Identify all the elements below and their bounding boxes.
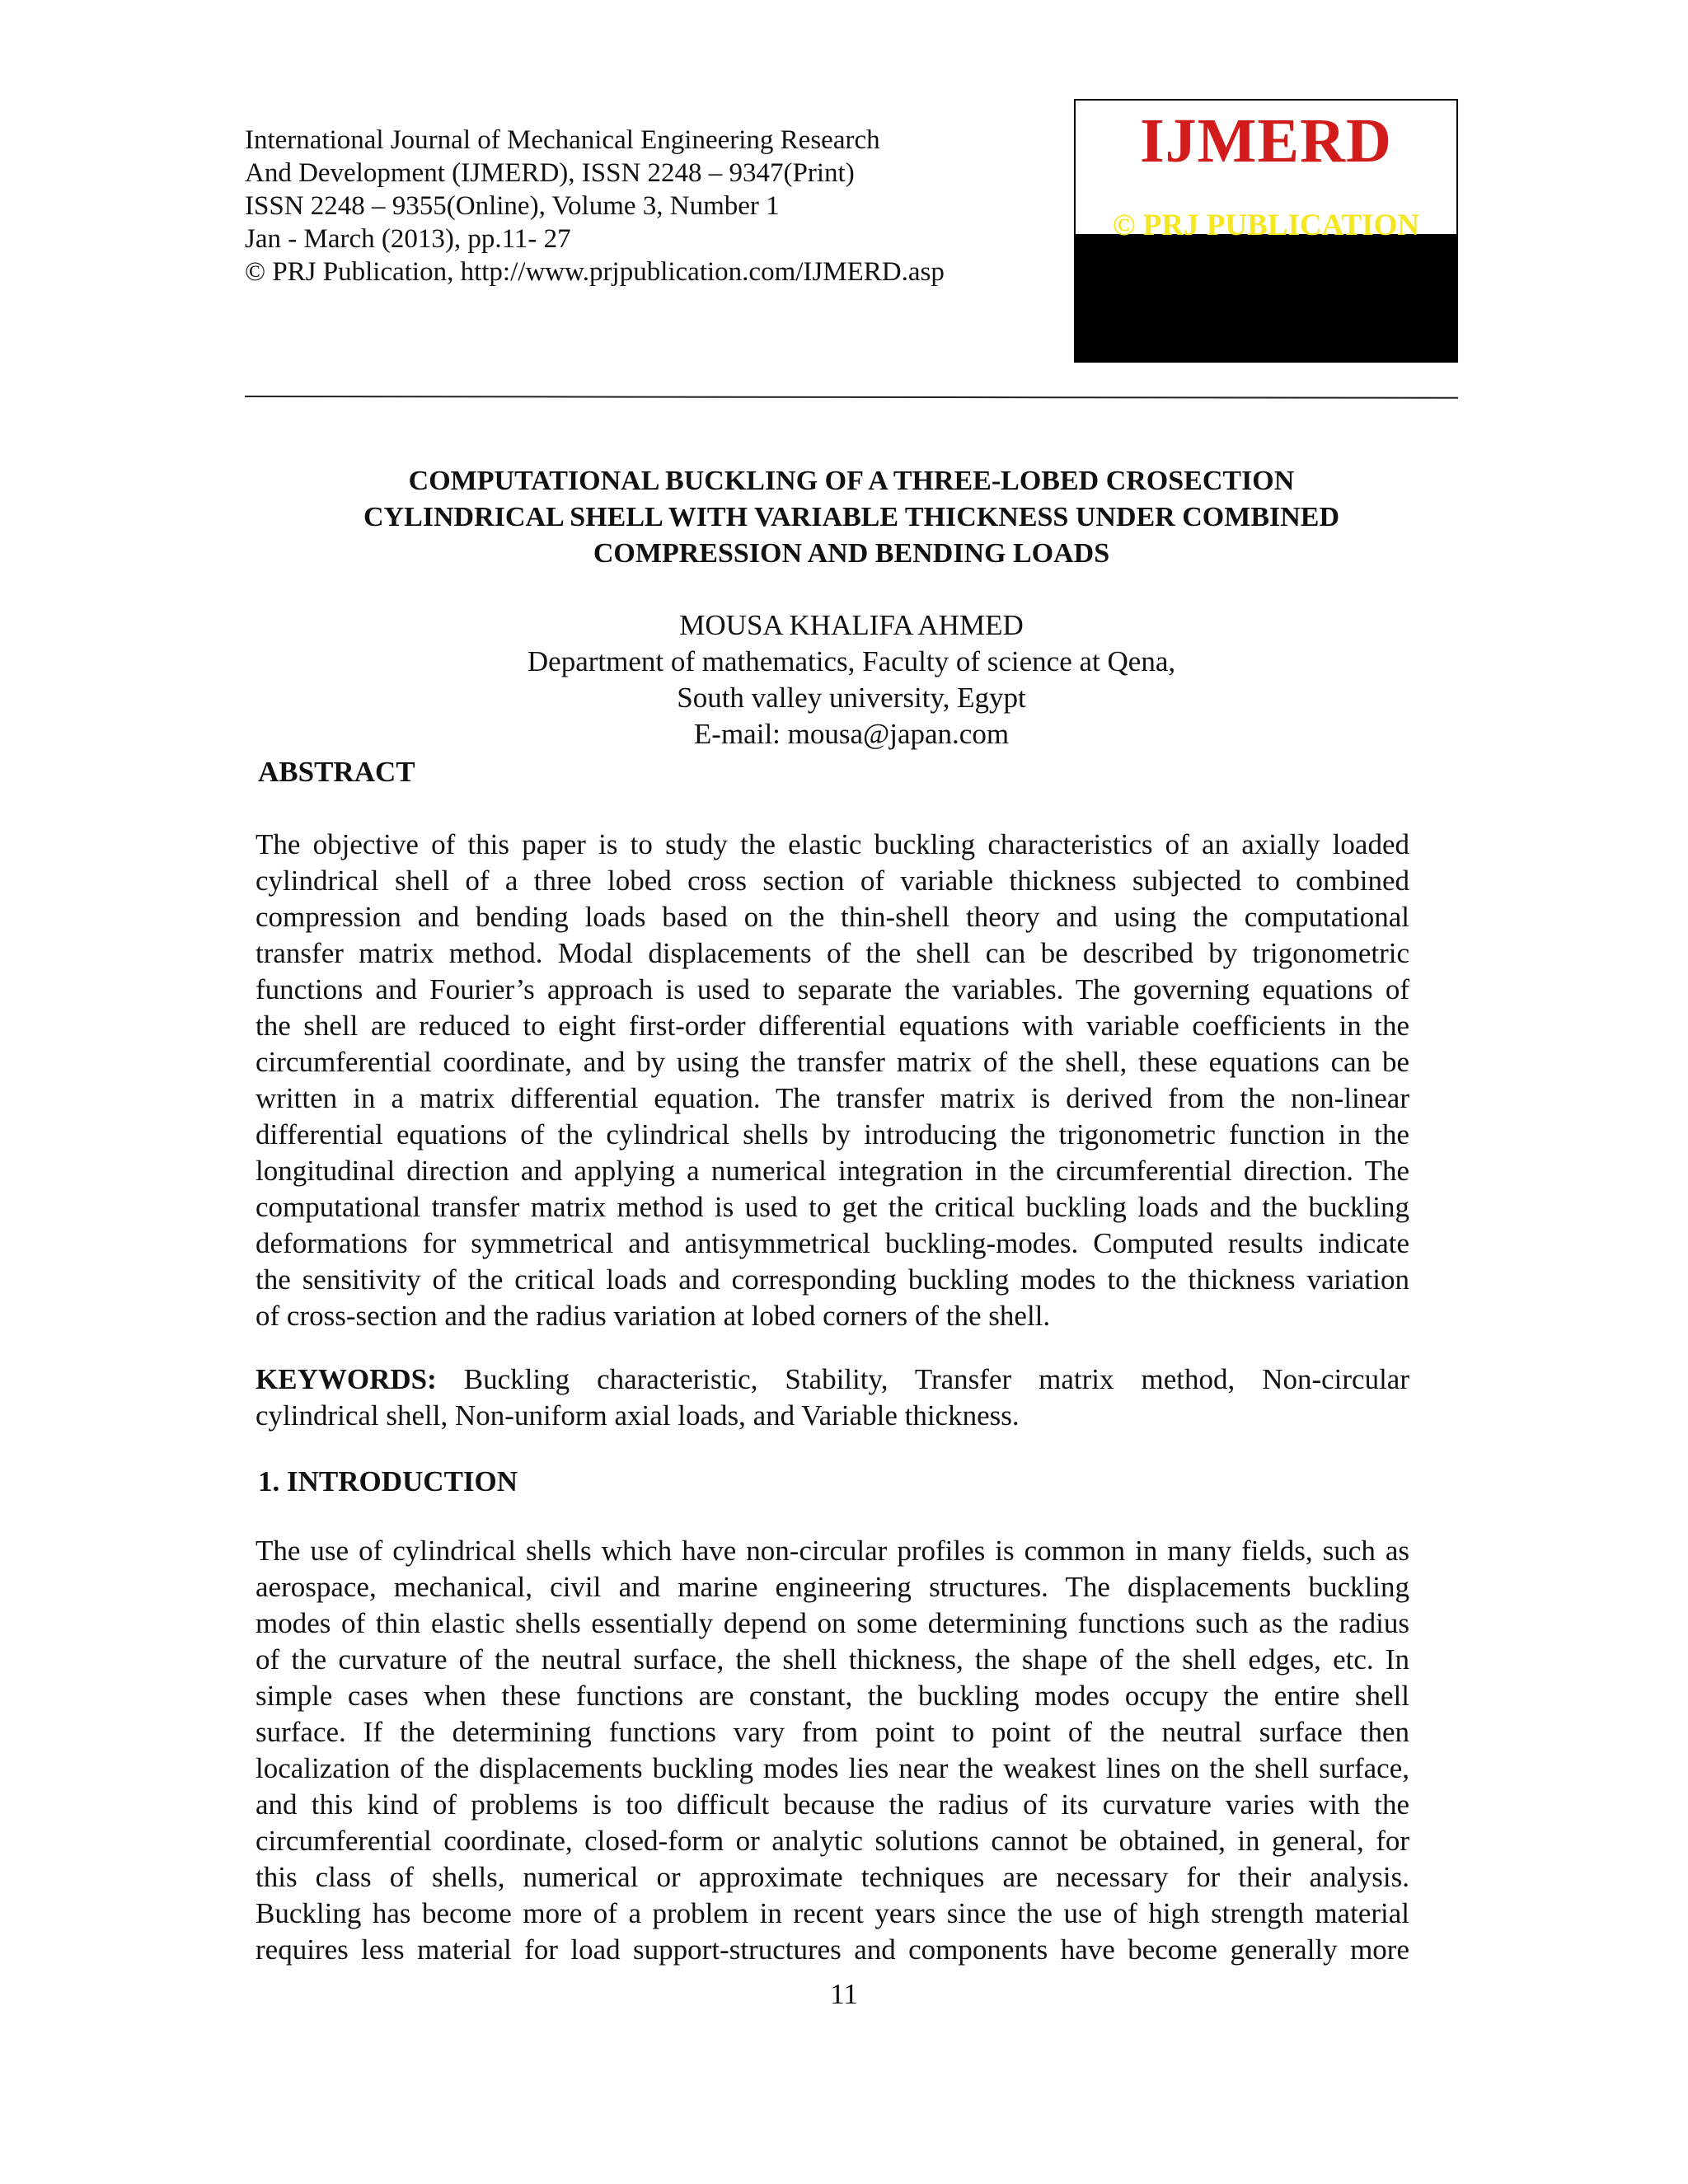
abstract-body [256, 827, 1409, 1334]
journal-info [245, 124, 1069, 288]
abstract-line: circumferential coordinate, and by using the transfer matrix of the shell, these equations can be [256, 1046, 1409, 1078]
abstract-line: the sensitivity of the critical loads and corresponding buckling modes to the thickness variation [256, 1263, 1409, 1296]
abstract-line: the shell are reduced to eight first-order differential equations with variable coefficients in the [256, 1010, 1409, 1042]
abstract-line: differential equations of the cylindrical shells by introducing the trigonometric function in the [256, 1118, 1409, 1151]
keywords-line [256, 1361, 1409, 1398]
keywords-line: cylindrical shell, Non-uniform axial loads, and Variable thickness. [256, 1399, 1020, 1432]
journal-logo [1074, 99, 1458, 363]
logo-band [1076, 234, 1456, 363]
keywords-text: Buckling characteristic, Stability, Transfer matrix method, Non-circular [463, 1363, 1409, 1395]
author-email: E-mail: mousa@japan.com [693, 718, 1010, 750]
journal-info-line: And Development (IJMERD), ISSN 2248 – 9347(Print) [245, 158, 855, 188]
introduction-line: Buckling has become more of a problem in recent years since the use of high strength material [256, 1897, 1409, 1929]
journal-info-line: © PRJ Publication, http://www.prjpublication.com/IJMERD.asp [245, 257, 945, 287]
title-line: COMPUTATIONAL BUCKLING OF A THREE-LOBED CROSECTION [408, 466, 1295, 496]
abstract-line: transfer matrix method. Modal displacements of the shell can be described by trigonometric [256, 937, 1409, 969]
affiliation-line: Department of mathematics, Faculty of science at Qena, [527, 645, 1176, 677]
abstract-line: The objective of this paper is to study the elastic buckling characteristics of an axially loaded [256, 828, 1409, 860]
author-block [245, 607, 1458, 752]
keywords-label: KEYWORDS: [256, 1363, 437, 1395]
logo-title: IJMERD [1140, 106, 1392, 176]
author-name: MOUSA KHALIFA AHMED [679, 609, 1024, 641]
introduction-line: this class of shells, numerical or approximate techniques are necessary for their analysis. [256, 1861, 1409, 1893]
introduction-line: and this kind of problems is too difficult because the radius of its curvature varies with the [256, 1788, 1409, 1821]
abstract-line: compression and bending loads based on the thin-shell theory and using the computational [256, 901, 1409, 933]
introduction-heading: 1. INTRODUCTION [258, 1465, 518, 1497]
logo-publisher: © PRJ PUBLICATION [1112, 209, 1420, 242]
abstract-line: longitudinal direction and applying a numerical integration in the circumferential direction. The [256, 1155, 1409, 1187]
introduction-body [256, 1533, 1409, 1968]
journal-info-line: International Journal of Mechanical Engineering Research [245, 125, 880, 155]
abstract-line: written in a matrix differential equation. The transfer matrix is derived from the non-linear [256, 1082, 1409, 1114]
abstract-line: deformations for symmetrical and antisymmetrical buckling-modes. Computed results indicate [256, 1227, 1409, 1259]
introduction-line: localization of the displacements buckling modes lies near the weakest lines on the shell surface, [256, 1752, 1409, 1784]
abstract-line: of cross-section and the radius variation at lobed corners of the shell. [256, 1300, 1051, 1332]
introduction-line: of the curvature of the neutral surface, the shell thickness, the shape of the shell edges, etc. In [256, 1643, 1409, 1675]
affiliation-line: South valley university, Egypt [677, 682, 1026, 714]
title-line: COMPRESSION AND BENDING LOADS [593, 538, 1110, 569]
introduction-line: requires less material for load support-structures and components have become generally more [256, 1933, 1409, 1966]
paper-title [245, 463, 1458, 572]
introduction-line: aerospace, mechanical, civil and marine engineering structures. The displacements buckling [256, 1571, 1409, 1603]
page-number: 11 [830, 1978, 858, 2010]
title-line: CYLINDRICAL SHELL WITH VARIABLE THICKNESS UNDER COMBINED [363, 502, 1340, 532]
keywords [256, 1361, 1409, 1434]
abstract-line: functions and Fourier’s approach is used to separate the variables. The governing equations of [256, 973, 1409, 1005]
introduction-line: simple cases when these functions are constant, the buckling modes occupy the entire shell [256, 1680, 1409, 1712]
introduction-line: modes of thin elastic shells essentially depend on some determining functions such as the radius [256, 1607, 1409, 1639]
introduction-line: circumferential coordinate, closed-form or analytic solutions cannot be obtained, in general, for [256, 1825, 1409, 1857]
journal-info-line: Jan - March (2013), pp.11- 27 [245, 224, 571, 254]
journal-info-line: ISSN 2248 – 9355(Online), Volume 3, Number 1 [245, 191, 780, 221]
abstract-heading: ABSTRACT [258, 756, 415, 788]
abstract-line: cylindrical shell of a three lobed cross section of variable thickness subjected to combined [256, 865, 1409, 897]
header-divider [245, 396, 1458, 399]
introduction-line: surface. If the determining functions vary from point to point of the neutral surface then [256, 1716, 1409, 1748]
introduction-line: The use of cylindrical shells which have non-circular profiles is common in many fields, such as [256, 1535, 1409, 1567]
abstract-line: computational transfer matrix method is used to get the critical buckling loads and the buckling [256, 1191, 1409, 1223]
